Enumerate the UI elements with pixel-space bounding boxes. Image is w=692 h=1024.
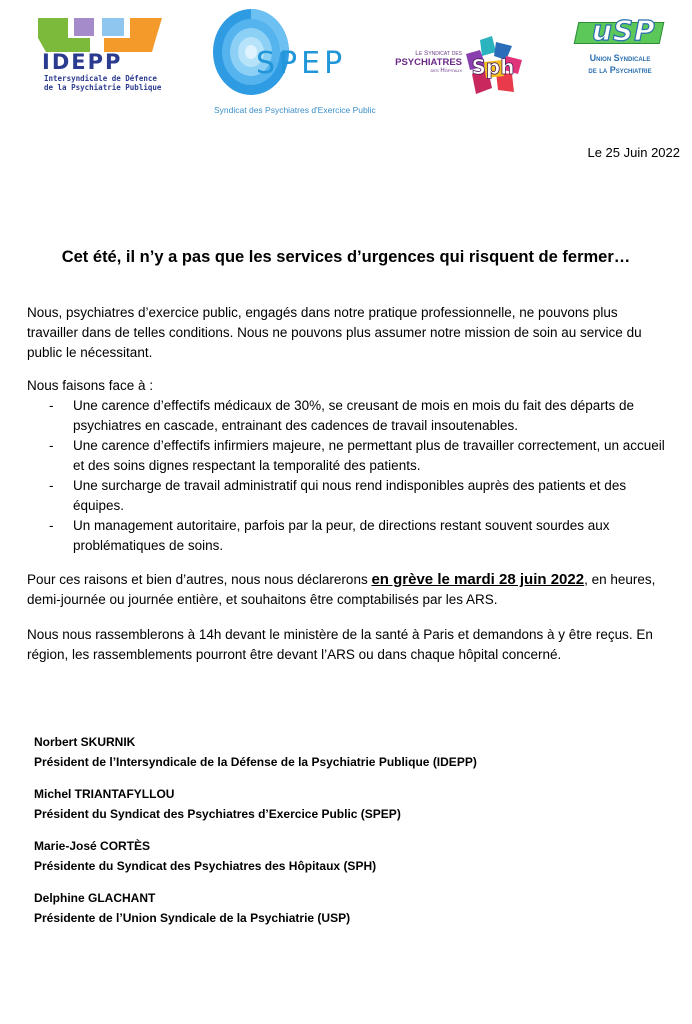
gathering-paragraph: Nous nous rassemblerons à 14h devant le ministère de la santé à Paris et demandons à y être reçus. En région, les rassemblements pourront être devant l’ARS ou dans chaque hôpital concerné. bbox=[27, 627, 653, 662]
document-date: Le 25 Juin 2022 bbox=[587, 145, 680, 160]
idepp-subtitle-line1: Intersyndicale de Défence bbox=[44, 74, 157, 83]
usp-mark: uSP bbox=[592, 14, 656, 47]
strike-text-after: , en heures, demi-journée ou journée entière, et souhaitons être comptabilisés par les ARS. bbox=[27, 572, 656, 607]
signatory bbox=[34, 784, 401, 824]
list-item bbox=[27, 396, 677, 436]
bullet-dash: - bbox=[49, 518, 54, 533]
spep-name: SPEP bbox=[256, 46, 347, 81]
list-item-text: Un management autoritaire, parfois par la peur, de directions restant souvent sourdes aux problématiques de soins. bbox=[73, 518, 610, 553]
strike-date-highlight: en grève le mardi 28 juin 2022 bbox=[371, 571, 585, 588]
sph-mark-text: Sph bbox=[471, 55, 515, 79]
grievance-list bbox=[27, 396, 677, 556]
sph-line3: des Hôpitaux bbox=[430, 68, 462, 74]
strike-text-before: Pour ces raisons et bien d’autres, nous nous déclarerons bbox=[27, 572, 372, 587]
signatory bbox=[34, 732, 477, 772]
spep-subtitle: Syndicat des Psychiatres d'Exercice Public bbox=[214, 105, 376, 115]
signatory-role: Président de l’Intersyndicale de la Défense de la Psychiatrie Publique (IDEPP) bbox=[34, 755, 477, 769]
signatory bbox=[34, 888, 350, 928]
sph-logo-mark bbox=[462, 36, 524, 98]
intro-paragraph: Nous, psychiatres d’exercice public, engagés dans notre pratique professionnelle, ne pouvons plus travailler dans de telles conditions. Nous ne pouvons plus assumer notre mission de soin au service du public le nécessitant. bbox=[27, 305, 642, 360]
list-item-text: Une surcharge de travail administratif qui nous rend indisponibles auprès des patients et des équipes. bbox=[73, 478, 627, 513]
idepp-subtitle bbox=[44, 74, 161, 92]
list-item-text: Une carence d’effectifs médicaux de 30%, se creusant de mois en mois du fait des départs de psychiatres en cascade, entrainant des cadences de travail insoutenables. bbox=[73, 398, 635, 433]
usp-logo bbox=[574, 14, 664, 78]
signatory-name: Marie-José CORTÈS bbox=[34, 839, 151, 853]
bullet-dash: - bbox=[49, 438, 54, 453]
idepp-name: IDEPP bbox=[42, 50, 123, 74]
idepp-logo bbox=[38, 18, 162, 92]
list-item bbox=[27, 476, 677, 516]
signatory-name: Norbert SKURNIK bbox=[34, 735, 136, 749]
bullet-dash: - bbox=[49, 478, 54, 493]
list-item-text: Une carence d’effectifs infirmiers majeure, ne permettant plus de travailler correctement, un accueil et des soins dignes respectant la temporalité des patients. bbox=[73, 438, 665, 473]
sph-line2: PSYCHIATRES bbox=[395, 57, 462, 68]
usp-line2: de la Psychiatrie bbox=[588, 65, 652, 75]
sph-line1: Le Syndicat des bbox=[415, 50, 462, 57]
face-intro: Nous faisons face à : bbox=[27, 378, 154, 393]
signatory-name: Delphine GLACHANT bbox=[34, 891, 156, 905]
sph-logo-text bbox=[384, 50, 462, 74]
list-item bbox=[27, 436, 677, 476]
idepp-logo-mark bbox=[38, 18, 162, 52]
signatory-name: Michel TRIANTAFYLLOU bbox=[34, 787, 175, 801]
bullet-dash: - bbox=[49, 398, 54, 413]
signatory-role: Présidente du Syndicat des Psychiatres des Hôpitaux (SPH) bbox=[34, 859, 377, 873]
idepp-subtitle-line2: de la Psychiatrie Publique bbox=[44, 83, 162, 92]
signatory bbox=[34, 836, 376, 876]
usp-subtitle bbox=[578, 52, 662, 76]
signatory-role: Président du Syndicat des Psychiatres d’Exercice Public (SPEP) bbox=[34, 807, 401, 821]
spep-logo bbox=[212, 8, 392, 118]
list-item bbox=[27, 516, 677, 556]
strike-paragraph bbox=[27, 570, 667, 610]
sph-logo bbox=[384, 36, 524, 98]
document-title: Cet été, il n’y a pas que les services d’urgences qui risquent de fermer… bbox=[61, 248, 631, 266]
usp-line1: Union Syndicale bbox=[589, 53, 651, 63]
signatory-role: Présidente de l’Union Syndicale de la Psychiatrie (USP) bbox=[34, 911, 351, 925]
